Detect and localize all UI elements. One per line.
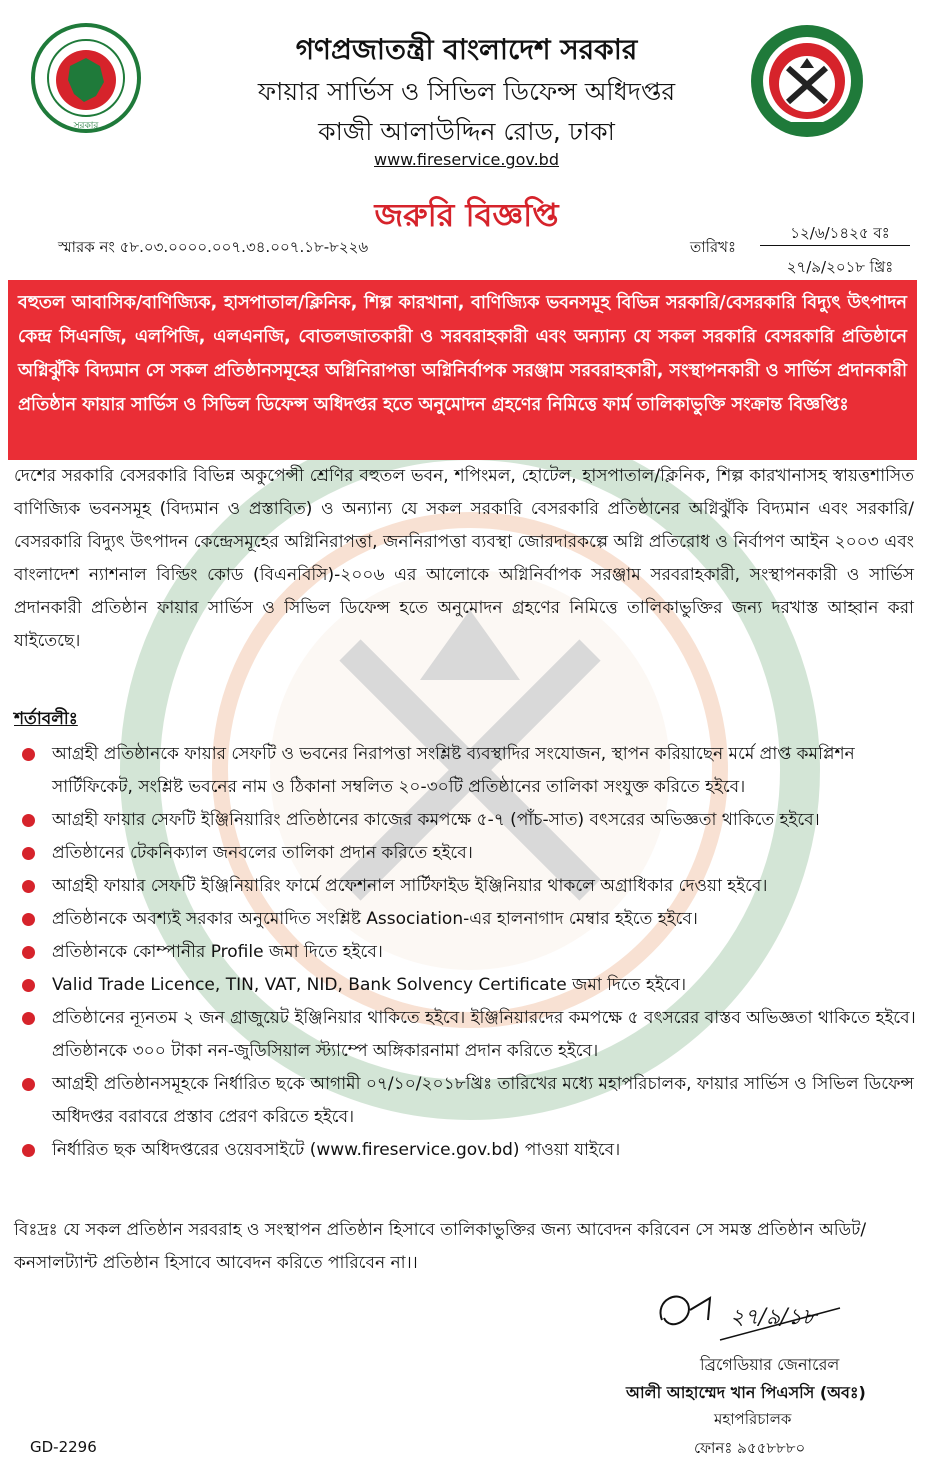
term-text: আগ্রহী প্রতিষ্ঠানসমূহকে নির্ধারিত ছকে আগামী ০৭/১০/২০১৮খ্রিঃ তারিখের মধ্যে মহাপরিচালক, ফায়ার সার্ভিস ও সিভিল ডিফেন্স অধিদপ্তর বরাবরে প্রস্তাব প্রেরণ করিতে হইবে। xyxy=(52,1074,914,1127)
memo-number: স্মারক নং ৫৮.০৩.০০০০.০০৭.৩৪.০০৭.১৮-৮২২৬ xyxy=(58,238,369,256)
header-address: কাজী আলাউদ্দিন রোড, ঢাকা xyxy=(318,117,615,146)
term-item xyxy=(0,804,920,837)
term-item xyxy=(0,1002,920,1068)
signature-date: ২৭/৯/১৮ xyxy=(730,1305,817,1330)
bullet-icon xyxy=(22,880,35,893)
signatory-rank: ব্রিগেডিয়ার জেনারেল xyxy=(700,1355,840,1374)
ad-code: GD-2296 xyxy=(30,1438,97,1456)
date-divider xyxy=(760,245,910,246)
signatory-phone: ফোনঃ ৯৫৫৮৮৮০ xyxy=(694,1439,806,1457)
headline-banner xyxy=(8,280,917,460)
term-text: আগ্রহী ফায়ার সেফটি ইঞ্জিনিয়ারিং প্রতিষ্ঠানের কাজের কমপক্ষে ৫-৭ (পাঁচ-সাত) বৎসরের অভিজ্ঞতা থাকিতে হইবে। xyxy=(52,810,820,830)
bullet-icon xyxy=(22,1144,35,1157)
term-text: Valid Trade Licence, TIN, VAT, NID, Bank Solvency Certificate জমা দিতে হইবে। xyxy=(52,975,687,995)
handwritten-signature-icon xyxy=(650,1280,850,1350)
terms-list xyxy=(0,738,920,1167)
body-paragraph: দেশের সরকারি বেসরকারি বিভিন্ন অকুপেন্সী শ্রেণির বহুতল ভবন, শপিংমল, হোটেল, হাসপাতাল/ক্লিনিক, শিল্প কারখানাসহ স্বায়ত্তশাসিত বাণিজ্যিক ভবনসমূহ (বিদ্যমান ও প্রস্তাবিত) ও অন্যান্য যে সকল সরকারি বেসরকারি প্রতিষ্ঠানের অগ্নিঝুঁকি বিদ্যমান এবং সরকারি/বেসরকারি বিদ্যুৎ উৎপাদন কেন্দ্রেসমূহের অগ্নিনিরাপত্তা, জননিরাপত্তা ব্যবস্থা জোরদারকল্পে অগ্নি প্রতিরোধ ও নির্বাপণ আইন ২০০৩ এবং বাংলাদেশ ন্যাশনাল বিল্ডিং কোড (বিএনবিসি)-২০০৬ এর আলোকে অগ্নিনির্বাপক সরঞ্জাম সরবরাহকারী, সংস্থাপনকারী ও সার্ভিস প্রদানকারী প্রতিষ্ঠান ফায়ার সার্ভিস ও সিভিল ডিফেন্স হতে অনুমোদন গ্রহণের নিমিত্তে তালিকাভুক্তির জন্য দরখাস্ত আহ্বান করা যাইতেছে। xyxy=(14,466,914,651)
term-item xyxy=(0,1068,920,1134)
term-text: আগ্রহী প্রতিষ্ঠানকে ফায়ার সেফটি ও ভবনের নিরাপত্তা সংশ্লিষ্ট ব্যবস্থাদির সংযোজন, স্থাপন করিয়াছেন মর্মে প্রাপ্ত কমপ্লিশন সার্টিফিকেট, সংশ্লিষ্ট ভবনের নাম ও ঠিকানা সম্বলিত ২০-৩০টি প্রতিষ্ঠানের তালিকা সংযুক্ত করিতে হইবে। xyxy=(52,744,855,797)
notice-title: জরুরি বিজ্ঞপ্তি xyxy=(374,196,559,234)
headline-text: বহুতল আবাসিক/বাণিজ্যিক, হাসপাতাল/ক্লিনিক, শিল্প কারখানা, বাণিজ্যিক ভবনসমূহ বিভিন্ন সরকারি/বেসরকারি বিদ্যুৎ উৎপাদন কেন্দ্র সিএনজি, এলপিজি, এলএনজি, বোতলজাতকারী ও সরবরাহকারী এবং অন্যান্য যে সকল সরকারি বেসরকারি প্রতিষ্ঠানে অগ্নিঝুঁকি বিদ্যমান সে সকল প্রতিষ্ঠানসমূহের অগ্নিনিরাপত্তা অগ্নিনির্বাপক সরঞ্জাম সরবরাহকারী, সংস্থাপনকারী ও সার্ভিস প্রদানকারী প্রতিষ্ঠান ফায়ার সার্ভিস ও সিভিল ডিফেন্স অধিদপ্তর হতে অনুমোদন গ্রহণের নিমিত্তে ফার্ম তালিকাভুক্তি সংক্রান্ত বিজ্ঞপ্তিঃ xyxy=(18,293,907,415)
header-government-title: গণপ্রজাতন্ত্রী বাংলাদেশ সরকার xyxy=(295,33,638,66)
term-item xyxy=(0,738,920,804)
header-department-title: ফায়ার সার্ভিস ও সিভিল ডিফেন্স অধিদপ্তর xyxy=(257,77,676,106)
bullet-icon xyxy=(22,1012,35,1025)
bullet-icon xyxy=(22,1078,35,1091)
header-website-link[interactable]: www.fireservice.gov.bd xyxy=(374,150,559,169)
bullet-icon xyxy=(22,979,35,992)
term-item xyxy=(0,936,920,969)
term-item xyxy=(0,837,920,870)
bullet-icon xyxy=(22,946,35,959)
term-item xyxy=(0,969,920,1002)
term-text: প্রতিষ্ঠানকে কোম্পানীর Profile জমা দিতে হইবে। xyxy=(52,942,383,962)
term-text: প্রতিষ্ঠানকে অবশ্যই সরকার অনুমোদিত সংশ্লিষ্ট Association-এর হালনাগাদ মেম্বার হইতে হইবে। xyxy=(52,909,698,929)
svg-text:সরকার: সরকার xyxy=(73,121,99,131)
footnote: বিঃদ্রঃ যে সকল প্রতিষ্ঠান সরবরাহ ও সংস্থাপন প্রতিষ্ঠান হিসাবে তালিকাভুক্তির জন্য আবেদন করিবেন সে সমস্ত প্রতিষ্ঠান অডিট/কনসালট্যান্ট প্রতিষ্ঠান হিসাবে আবেদন করিতে পারিবেন না।। xyxy=(14,1220,867,1273)
bullet-icon xyxy=(22,847,35,860)
signatory-designation: মহাপরিচালক xyxy=(714,1410,792,1428)
term-item xyxy=(0,1134,920,1167)
date-label: তারিখঃ xyxy=(690,238,736,256)
date-bangla: ১২/৬/১৪২৫ বঃ xyxy=(790,224,890,242)
term-text: প্রতিষ্ঠানের টেকনিক্যাল জনবলের তালিকা প্রদান করিতে হইবে। xyxy=(52,843,473,863)
date-english: ২৭/৯/২০১৮ খ্রিঃ xyxy=(786,258,894,276)
bullet-icon xyxy=(22,748,35,761)
term-text: আগ্রহী ফায়ার সেফটি ইঞ্জিনিয়ারিং ফার্মে প্রফেশনাল সার্টিফাইড ইঞ্জিনিয়ার থাকলে অগ্রাধিকার দেওয়া হইবে। xyxy=(52,876,768,896)
terms-heading: শর্তাবলীঃ xyxy=(14,709,78,729)
term-item xyxy=(0,870,920,903)
bullet-icon xyxy=(22,913,35,926)
term-text: প্রতিষ্ঠানের ন্যূনতম ২ জন গ্রাজুয়েট ইঞ্জিনিয়ার থাকিতে হইবে। ইঞ্জিনিয়ারদের কমপক্ষে ৫ বৎসরের বাস্তব অভিজ্ঞতা থাকিতে হইবে। প্রতিষ্ঠানকে ৩০০ টাকা নন-জুডিসিয়াল স্ট্যাম্পে অঙ্গিকারনামা প্রদান করিতে হইবে। xyxy=(52,1008,916,1061)
term-text: নির্ধারিত ছক অধিদপ্তরের ওয়েবসাইটে (www.fireservice.gov.bd) পাওয়া যাইবে। xyxy=(52,1140,621,1160)
signatory-name: আলী আহাম্মেদ খান পিএসসি (অবঃ) xyxy=(626,1383,866,1402)
bullet-icon xyxy=(22,814,35,827)
term-item xyxy=(0,903,920,936)
